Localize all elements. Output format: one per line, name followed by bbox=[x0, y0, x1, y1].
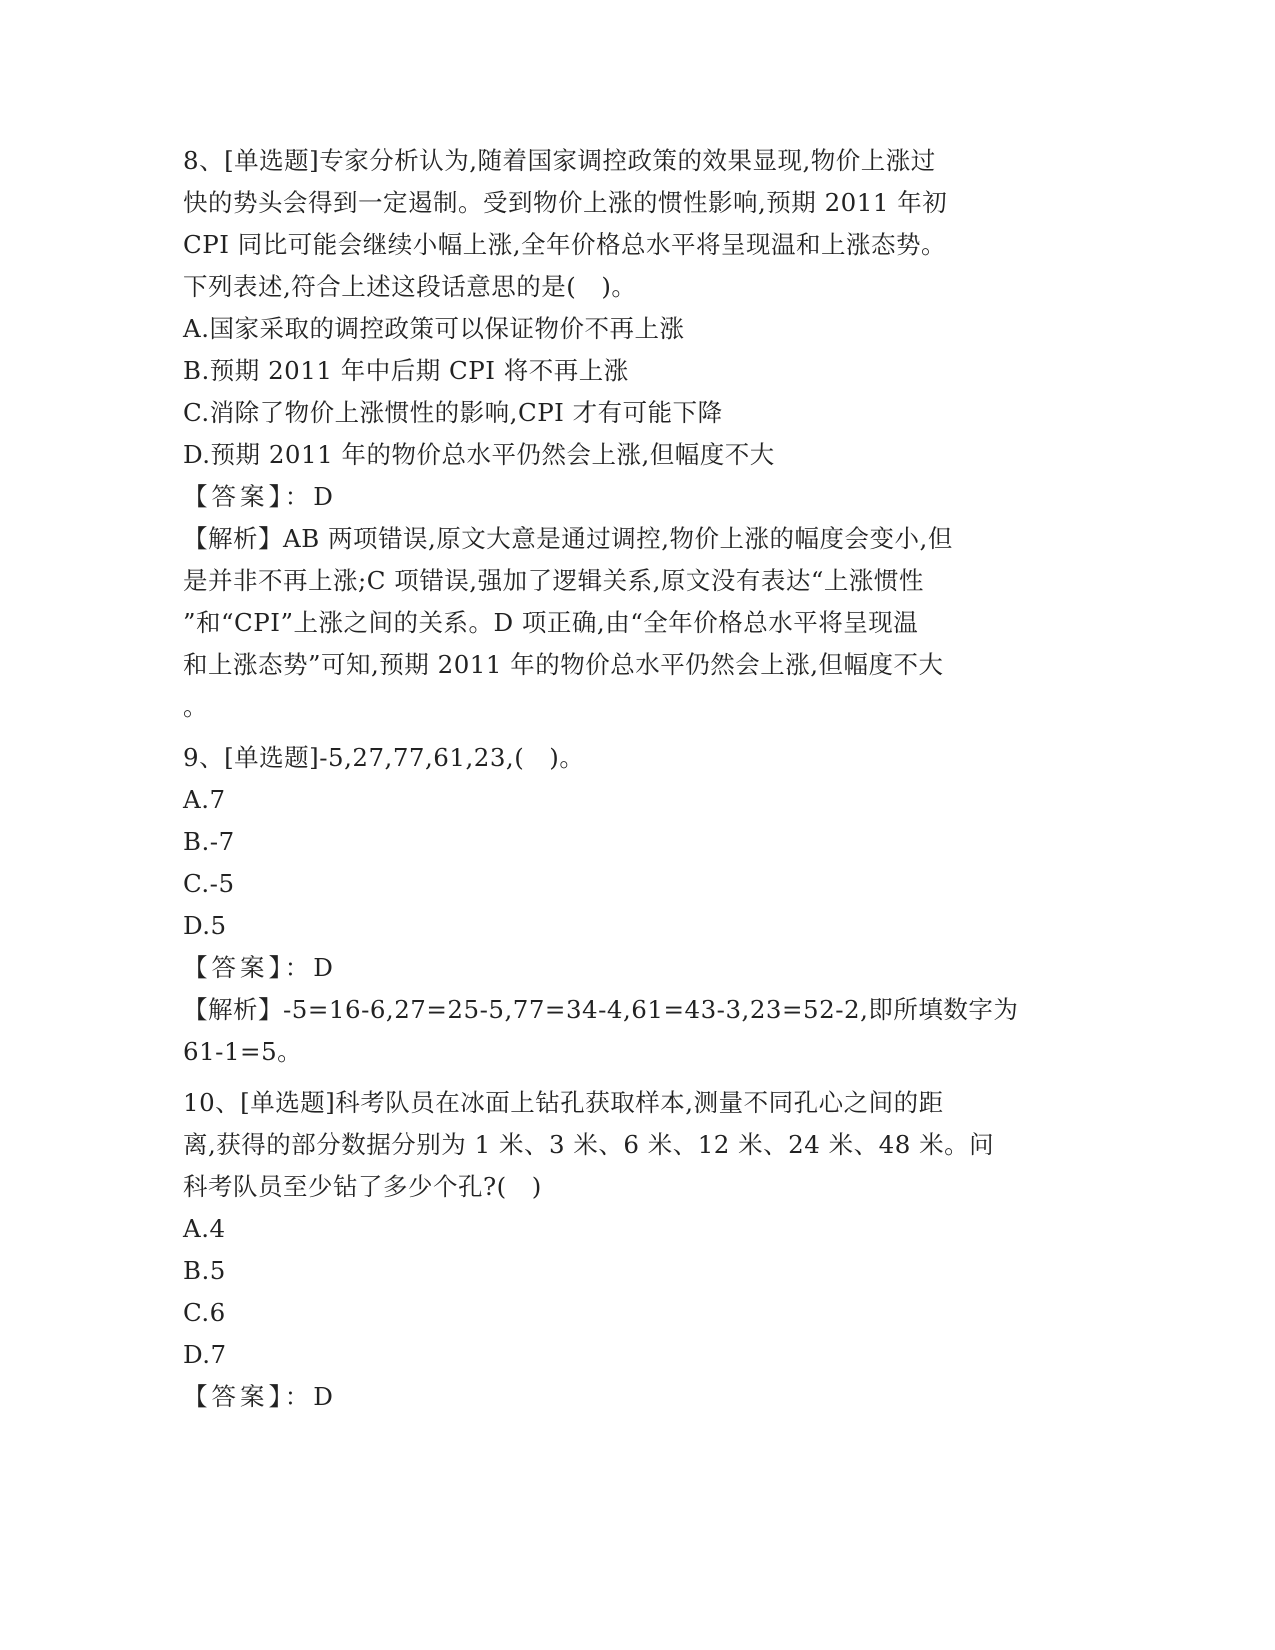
option-b: B.5 bbox=[183, 1256, 226, 1285]
answer-label: 【答案】： bbox=[183, 953, 314, 982]
option-c: C.6 bbox=[183, 1298, 226, 1327]
analysis-label: 【解析】 bbox=[183, 524, 283, 553]
analysis-text: 和上涨态势”可知,预期 2011 年的物价总水平仍然会上涨,但幅度不大 bbox=[183, 650, 944, 679]
option-c: C.-5 bbox=[183, 869, 235, 898]
analysis-text: 。 bbox=[183, 692, 208, 721]
option-a: A.7 bbox=[183, 785, 226, 814]
analysis-line bbox=[183, 518, 1063, 560]
question-stem-line: 10、[单选题]科考队员在冰面上钻孔获取样本,测量不同孔心之间的距 bbox=[183, 1088, 944, 1117]
analysis-text: ”和“CPI”上涨之间的关系。D 项正确,由“全年价格总水平将呈现温 bbox=[183, 608, 919, 637]
question-8 bbox=[183, 140, 1063, 728]
option-d: D.7 bbox=[183, 1340, 227, 1369]
analysis-text: 61-1=5。 bbox=[183, 1037, 303, 1066]
question-stem-line: 9、[单选题]-5,27,77,61,23,( )。 bbox=[183, 743, 585, 772]
analysis-text: 是并非不再上涨;C 项错误,强加了逻辑关系,原文没有表达“上涨惯性 bbox=[183, 566, 924, 595]
option-b: B.-7 bbox=[183, 827, 235, 856]
question-stem-line: 8、[单选题]专家分析认为,随着国家调控政策的效果显现,物价上涨过 bbox=[183, 146, 936, 175]
answer-line bbox=[183, 1376, 1063, 1418]
answer-label: 【答案】： bbox=[183, 482, 314, 511]
option-a: A.4 bbox=[183, 1214, 226, 1243]
option-a: A.国家采取的调控政策可以保证物价不再上涨 bbox=[183, 314, 685, 343]
answer-label: 【答案】： bbox=[183, 1382, 314, 1411]
question-stem-line: 快的势头会得到一定遏制。受到物价上涨的惯性影响,预期 2011 年初 bbox=[183, 188, 948, 217]
option-c: C.消除了物价上涨惯性的影响,CPI 才有可能下降 bbox=[183, 398, 723, 427]
question-stem-line: CPI 同比可能会继续小幅上涨,全年价格总水平将呈现温和上涨态势。 bbox=[183, 230, 946, 259]
analysis-label: 【解析】 bbox=[183, 995, 283, 1024]
question-stem-line: 下列表述,符合上述这段话意思的是( )。 bbox=[183, 272, 637, 301]
answer-value: D bbox=[313, 1382, 334, 1411]
analysis-line bbox=[183, 989, 1063, 1031]
question-spacer bbox=[183, 728, 1063, 737]
answer-line bbox=[183, 947, 1063, 989]
option-b: B.预期 2011 年中后期 CPI 将不再上涨 bbox=[183, 356, 629, 385]
question-10 bbox=[183, 1082, 1063, 1418]
option-d: D.预期 2011 年的物价总水平仍然会上涨,但幅度不大 bbox=[183, 440, 775, 469]
answer-value: D bbox=[313, 482, 334, 511]
question-9 bbox=[183, 737, 1063, 1073]
answer-line bbox=[183, 476, 1063, 518]
question-spacer bbox=[183, 1073, 1063, 1082]
question-stem-line: 科考队员至少钻了多少个孔?( ) bbox=[183, 1172, 542, 1201]
analysis-text: AB 两项错误,原文大意是通过调控,物价上涨的幅度会变小,但 bbox=[283, 524, 953, 553]
analysis-text: -5=16-6,27=25-5,77=34-4,61=43-3,23=52-2,即所填数字为 bbox=[283, 995, 1019, 1024]
option-d: D.5 bbox=[183, 911, 227, 940]
answer-value: D bbox=[313, 953, 334, 982]
document-page bbox=[183, 140, 1063, 1418]
question-stem-line: 离,获得的部分数据分别为 1 米、3 米、6 米、12 米、24 米、48 米。问 bbox=[183, 1130, 995, 1159]
